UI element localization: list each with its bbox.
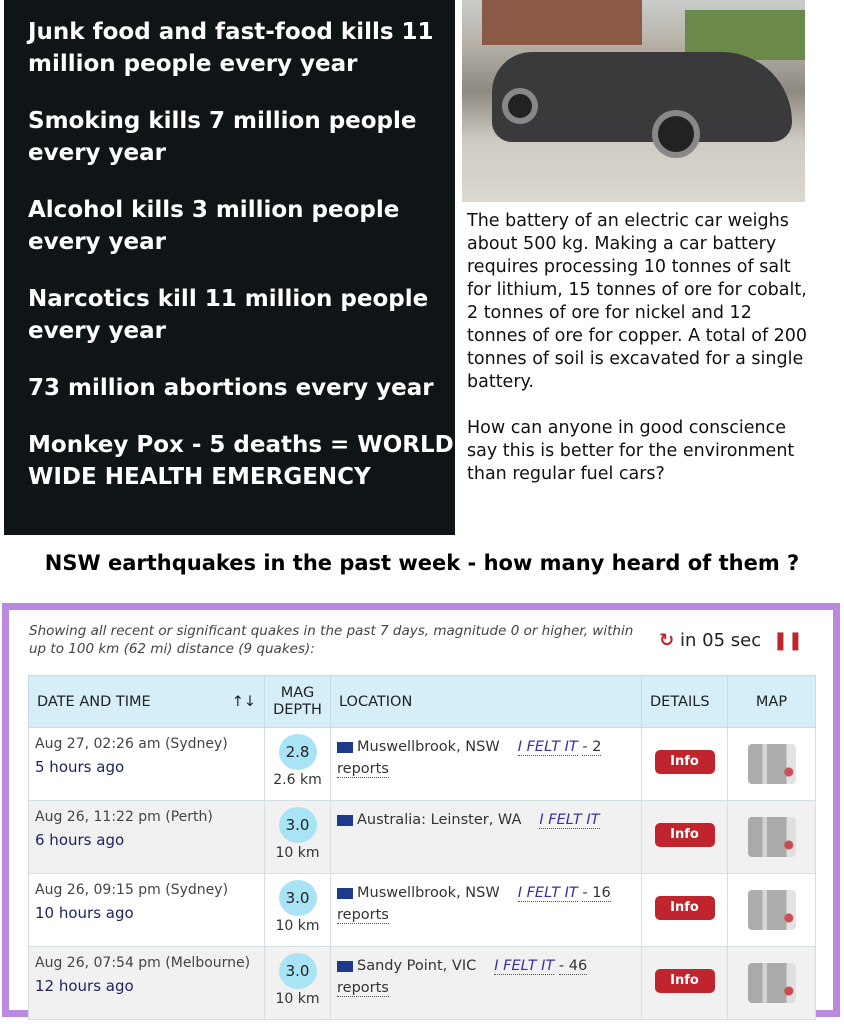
mag-cell (265, 947, 331, 1020)
earthquake-widget (2, 603, 840, 1017)
quake-row (29, 728, 816, 801)
info-button[interactable]: Info (655, 823, 715, 847)
australia-flag-icon (337, 742, 353, 753)
location-cell (331, 728, 642, 801)
i-felt-it-link[interactable]: I FELT IT (539, 812, 600, 828)
world-map-icon[interactable] (748, 817, 796, 857)
refresh-timer (659, 630, 803, 651)
australia-flag-icon (337, 888, 353, 899)
info-button[interactable]: Info (655, 896, 715, 920)
details-cell (642, 801, 728, 874)
stat-alcohol: Alcohol kills 3 million people every year (28, 197, 400, 255)
info-button[interactable]: Info (655, 750, 715, 774)
location-cell (331, 947, 642, 1020)
quake-row (29, 947, 816, 1020)
quake-date: Aug 26, 09:15 pm (Sydney) (35, 882, 229, 898)
i-felt-it-link[interactable]: I FELT IT (494, 958, 555, 974)
magnitude-badge: 3.0 (279, 880, 317, 916)
world-map-icon[interactable] (748, 744, 796, 784)
quake-ago[interactable]: 10 hours ago (35, 904, 134, 922)
col-date[interactable] (29, 676, 265, 728)
statistics-panel (4, 0, 455, 535)
col-details: DETAILS (642, 676, 728, 728)
quake-date: Aug 26, 11:22 pm (Perth) (35, 809, 213, 825)
reports-link[interactable]: - 2 reports (337, 739, 602, 777)
article-paragraph: The battery of an electric car weighs about 500 kg. Making a car battery requires processing 10 tonnes of salt for lithium, 15 tonnes of ore for cobalt, 2 tonnes of ore for nickel and 12 tonnes of ore for copper. A total of 200 tonnes of soil is excavated for a single battery. (467, 211, 808, 392)
quake-ago[interactable]: 5 hours ago (35, 758, 125, 776)
refresh-icon[interactable]: ↻ (659, 630, 675, 651)
col-date-label: DATE AND TIME (37, 693, 151, 710)
date-cell (29, 728, 265, 801)
magnitude-badge: 2.8 (279, 734, 317, 770)
date-cell (29, 801, 265, 874)
details-cell (642, 874, 728, 947)
i-felt-it-link[interactable]: I FELT IT (517, 739, 578, 755)
depth: 2.6 km (273, 772, 322, 788)
col-mag-label: MAG (280, 684, 315, 701)
depth: 10 km (275, 991, 320, 1007)
world-map-icon[interactable] (748, 890, 796, 930)
i-felt-it-link[interactable]: I FELT IT (517, 885, 578, 901)
location-cell (331, 874, 642, 947)
col-depth-label: DEPTH (273, 701, 322, 718)
location-cell (331, 801, 642, 874)
australia-flag-icon (337, 961, 353, 972)
reports-link[interactable]: - 46 reports (337, 958, 588, 996)
stat-abortions: 73 million abortions every year (28, 375, 434, 401)
stat-monkeypox: Monkey Pox - 5 deaths = WORLD WIDE HEALTH EMERGENCY (28, 432, 454, 490)
refresh-label: in 05 sec (679, 630, 762, 651)
location-name: Australia: Leinster, WA (357, 812, 522, 828)
house-shape (482, 0, 642, 45)
info-button[interactable]: Info (655, 969, 715, 993)
sort-icon[interactable]: ↑↓ (231, 693, 256, 710)
location-name: Muswellbrook, NSW (357, 739, 500, 755)
map-cell (728, 874, 816, 947)
col-mag[interactable] (265, 676, 331, 728)
rear-wheel (502, 88, 538, 124)
depth: 10 km (275, 918, 320, 934)
quakes-table (28, 675, 816, 1020)
stat-smoking: Smoking kills 7 million people every year (28, 108, 417, 166)
quake-row (29, 801, 816, 874)
location-name: Muswellbrook, NSW (357, 885, 500, 901)
date-cell (29, 947, 265, 1020)
details-cell (642, 947, 728, 1020)
car-shape (492, 52, 792, 142)
date-cell (29, 874, 265, 947)
quake-date: Aug 26, 07:54 pm (Melbourne) (35, 955, 251, 971)
col-location: LOCATION (331, 676, 642, 728)
location-name: Sandy Point, VIC (357, 958, 477, 974)
magnitude-badge: 3.0 (279, 807, 317, 843)
world-map-icon[interactable] (748, 963, 796, 1003)
map-cell (728, 728, 816, 801)
burnt-car-photo (462, 0, 805, 202)
mag-cell (265, 801, 331, 874)
mag-cell (265, 874, 331, 947)
quake-date: Aug 27, 02:26 am (Sydney) (35, 736, 228, 752)
quake-ago[interactable]: 12 hours ago (35, 977, 134, 995)
stat-junk-food: Junk food and fast-food kills 11 million people every year (28, 19, 434, 77)
article-question: How can anyone in good conscience say this is better for the environment than regular fuel cars? (467, 418, 795, 484)
details-cell (642, 728, 728, 801)
earthquake-heading: NSW earthquakes in the past week - how many heard of them ? (44, 551, 800, 575)
mag-cell (265, 728, 331, 801)
map-cell (728, 801, 816, 874)
stat-narcotics: Narcotics kill 11 million people every year (28, 286, 429, 344)
battery-article (467, 210, 812, 509)
quake-intro: Showing all recent or significant quakes in the past 7 days, magnitude 0 or higher, within up to 100 km (62 mi) distance (9 quakes): (29, 623, 634, 657)
quake-ago[interactable]: 6 hours ago (35, 831, 125, 849)
col-map: MAP (728, 676, 816, 728)
reports-link[interactable]: - 16 reports (337, 885, 611, 923)
depth: 10 km (275, 845, 320, 861)
australia-flag-icon (337, 815, 353, 826)
pause-icon[interactable]: ❚❚ (772, 630, 803, 651)
front-wheel (652, 110, 700, 158)
map-cell (728, 947, 816, 1020)
magnitude-badge: 3.0 (279, 953, 317, 989)
quake-row (29, 874, 816, 947)
